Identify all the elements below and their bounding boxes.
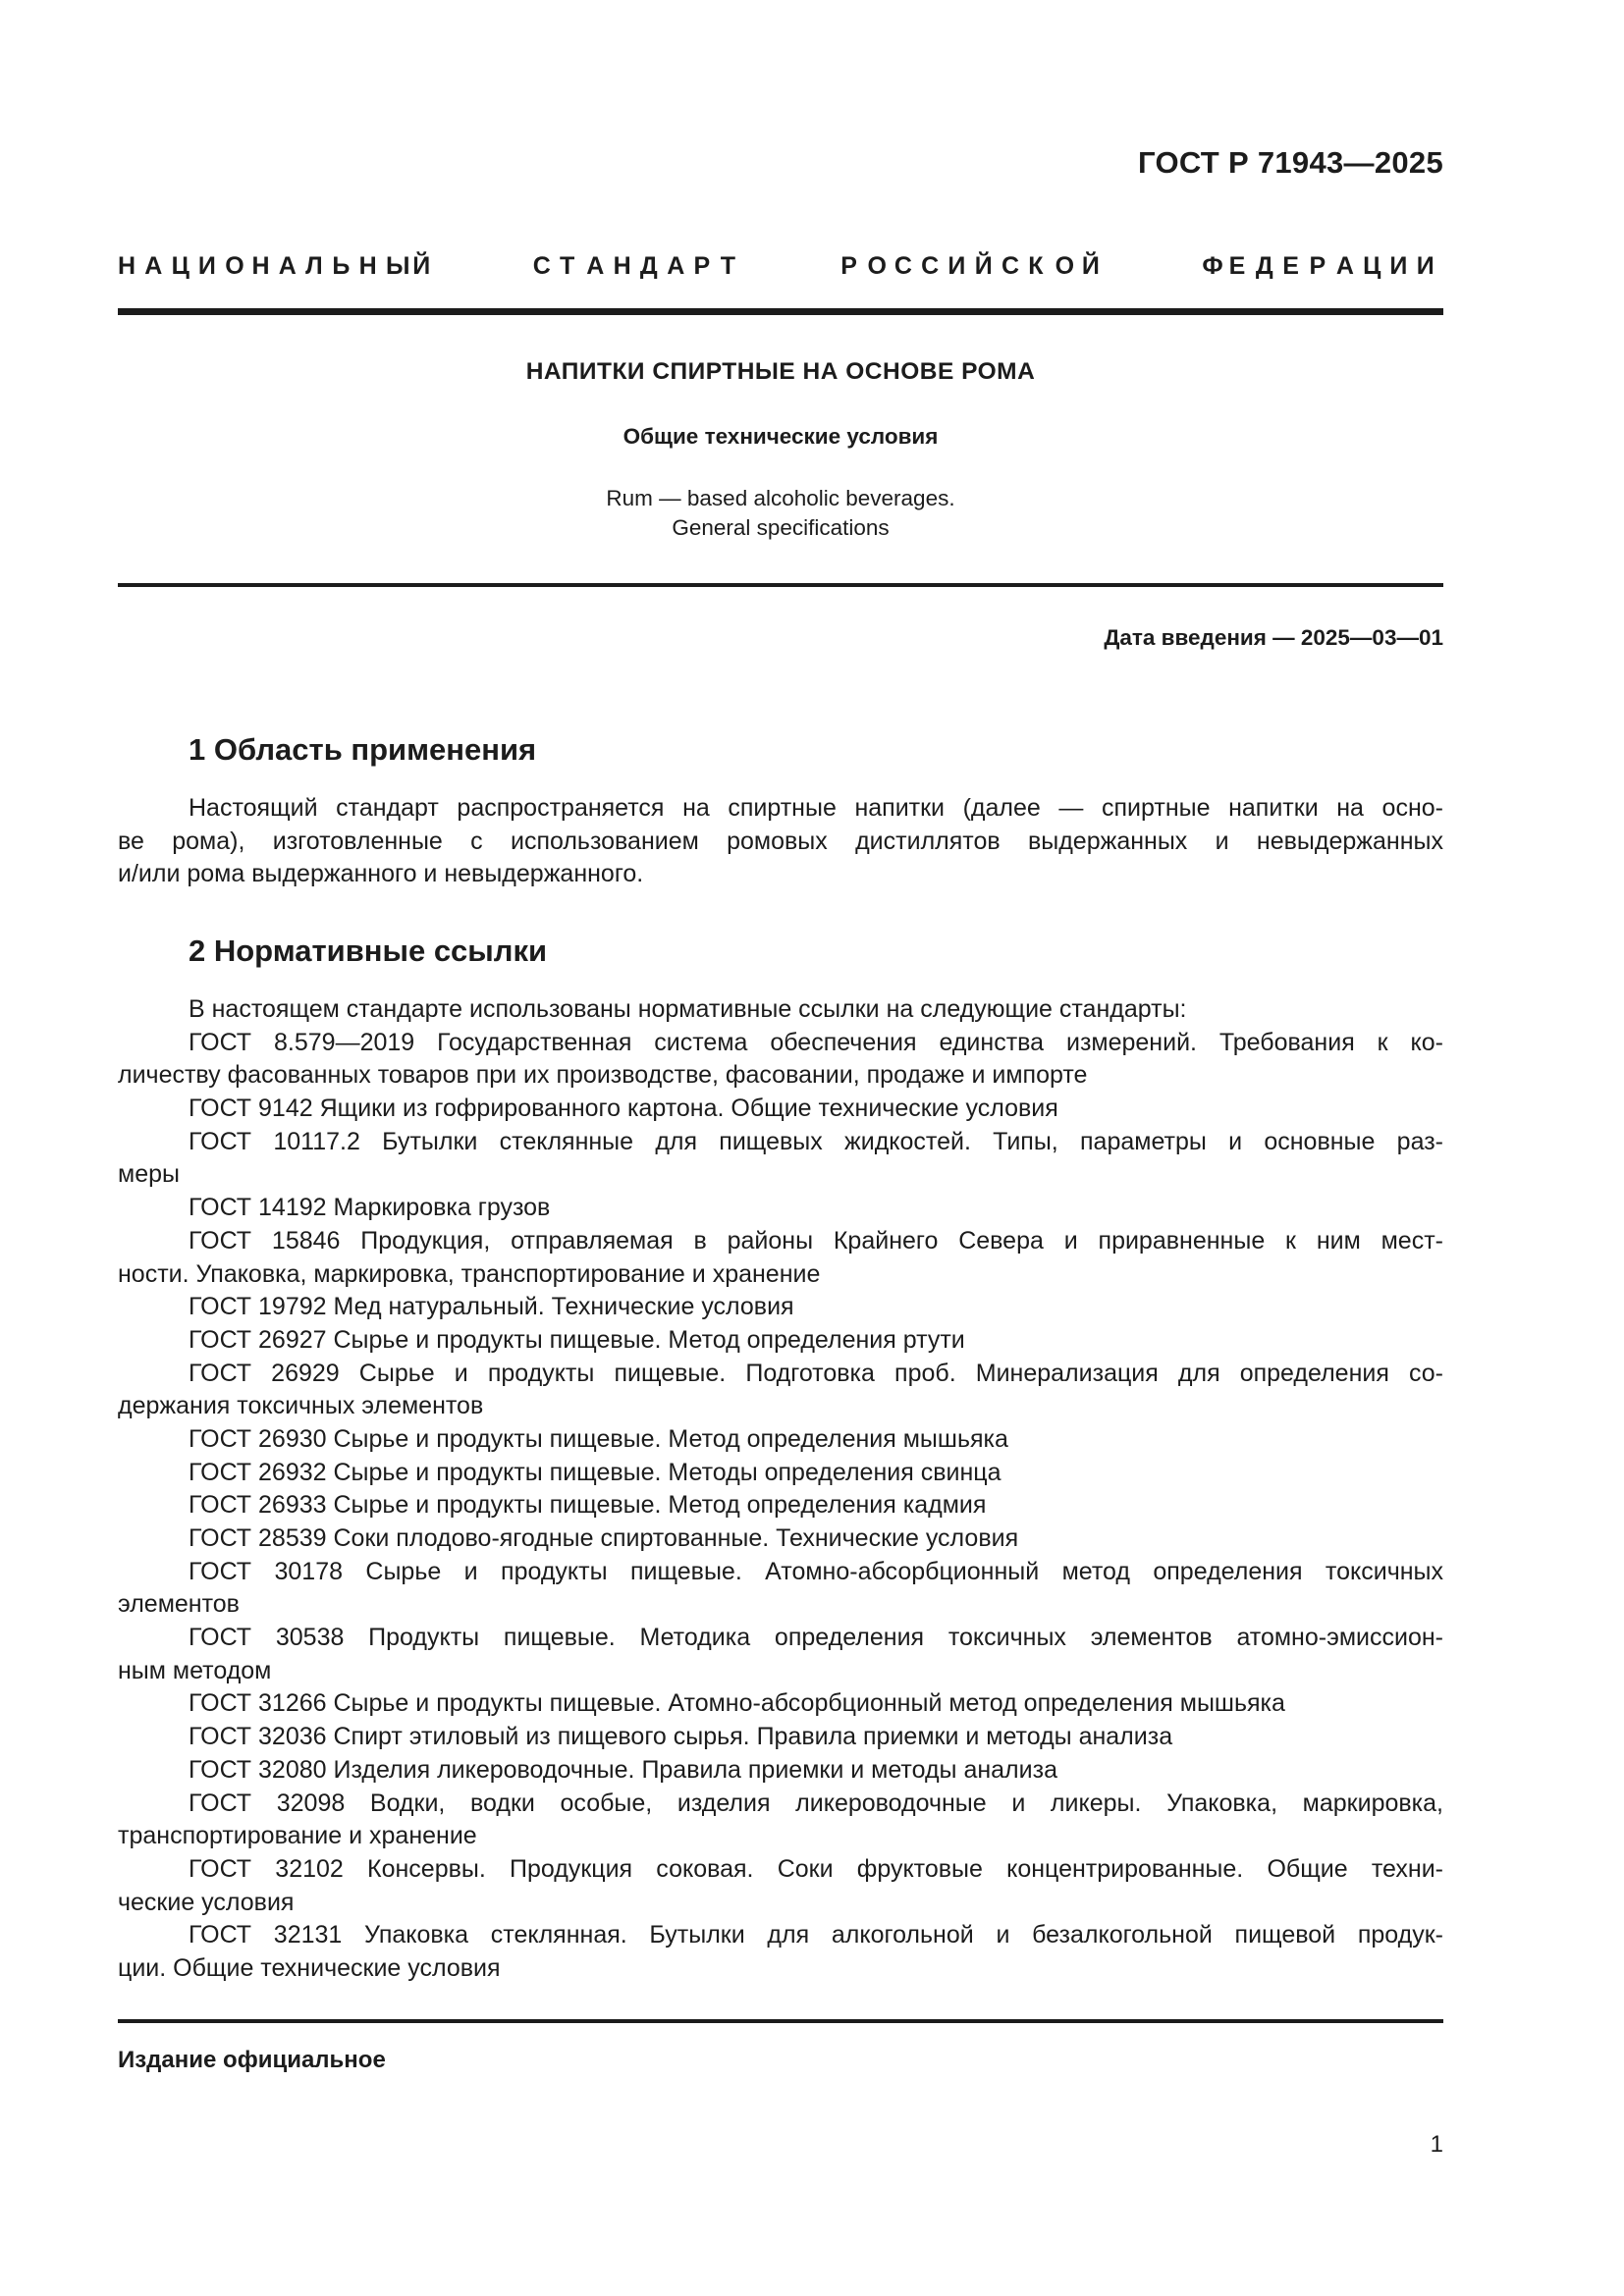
- reference-line: ГОСТ 32080 Изделия ликероводочные. Правила приемки и методы анализа: [189, 1755, 1057, 1784]
- reference-line: ГОСТ 31266 Сырье и продукты пищевые. Атомно-абсорбционный метод определения мышьяка: [189, 1689, 1285, 1718]
- reference-line: ГОСТ 32036 Спирт этиловый из пищевого сырья. Правила приемки и методы анализа: [189, 1723, 1173, 1751]
- reference-line: ГОСТ 26930 Сырье и продукты пищевые. Метод определения мышьяка: [189, 1424, 1008, 1453]
- standard-subtitle: Общие технические условия: [623, 424, 939, 449]
- reference-line: ГОСТ 9142 Ящики из гофрированного картона. Общие технические условия: [189, 1095, 1058, 1123]
- reference-line: ГОСТ 14192 Маркировка грузов: [189, 1194, 551, 1222]
- header-divider: [118, 308, 1443, 315]
- paragraph-line: В настоящем стандарте использованы нормативные ссылки на следующие стандарты:: [189, 995, 1187, 1023]
- reference-line: меры: [118, 1160, 180, 1189]
- reference-line: ГОСТ 26927 Сырье и продукты пищевые. Метод определения ртути: [189, 1325, 965, 1354]
- reference-line: ГОСТ 26932 Сырье и продукты пищевые. Методы определения свинца: [189, 1458, 1001, 1486]
- reference-line: ГОСТ 26933 Сырье и продукты пищевые. Метод определения кадмия: [189, 1491, 987, 1520]
- reference-line: ным методом: [118, 1656, 272, 1684]
- reference-line: ГОСТ 28539 Соки плодово-ягодные спиртованные. Технические условия: [189, 1524, 1019, 1552]
- english-title: [118, 484, 1443, 543]
- paragraph-line: и/или рома выдержанного и невыдержанного.: [118, 860, 644, 888]
- section-2-body: [118, 993, 1443, 1986]
- standard-title: НАПИТКИ СПИРТНЫЕ НА ОСНОВЕ РОМА: [525, 358, 1036, 385]
- document-number: ГОСТ Р 71943—2025: [1138, 145, 1443, 180]
- reference-line: личеству фасованных товаров при их производстве, фасовании, продаже и импорте: [118, 1061, 1088, 1090]
- reference-line: ГОСТ 8.579—2019 Государственная система обеспечения единства измерений. Требования к ко-: [189, 1028, 1443, 1056]
- reference-line: ГОСТ 32098 Водки, водки особые, изделия ликероводочные и ликеры. Упаковка, маркировка,: [189, 1789, 1443, 1817]
- national-title-word: С Т А Н Д А Р Т: [532, 252, 736, 280]
- document-page: [118, 0, 1443, 2296]
- national-title-word: Ф Е Д Е Р А Ц И И: [1202, 252, 1435, 280]
- reference-line: ГОСТ 15846 Продукция, отправляемая в районы Крайнего Севера и приравненные к ним мест-: [189, 1226, 1443, 1255]
- reference-line: ГОСТ 26929 Сырье и продукты пищевые. Подготовка проб. Минерализация для определения со-: [189, 1359, 1443, 1387]
- paragraph-line: Настоящий стандарт распространяется на спиртные напитки (далее — спиртные напитки на осно-: [189, 794, 1443, 822]
- reference-line: ГОСТ 32131 Упаковка стеклянная. Бутылки для алкогольной и безалкогольной пищевой продук-: [189, 1921, 1443, 1949]
- footer-divider: [118, 2019, 1443, 2023]
- title-divider: [118, 583, 1443, 587]
- reference-line: ГОСТ 30178 Сырье и продукты пищевые. Атомно-абсорбционный метод определения токсичных: [189, 1557, 1443, 1585]
- national-standard-title: [118, 252, 1443, 281]
- english-title-line-2: General specifications: [672, 515, 890, 540]
- reference-line: ГОСТ 19792 Мед натуральный. Технические условия: [189, 1293, 794, 1321]
- national-title-word: Р О С С И Й С К О Й: [840, 252, 1100, 280]
- reference-line: держания токсичных элементов: [118, 1392, 484, 1420]
- section-2-heading: 2 Нормативные ссылки: [189, 934, 548, 968]
- reference-line: элементов: [118, 1590, 240, 1619]
- reference-line: ности. Упаковка, маркировка, транспортирование и хранение: [118, 1259, 821, 1288]
- page-number: 1: [1430, 2131, 1443, 2158]
- reference-line: ГОСТ 10117.2 Бутылки стеклянные для пищевых жидкостей. Типы, параметры и основные раз-: [189, 1127, 1443, 1155]
- reference-line: ГОСТ 30538 Продукты пищевые. Методика определения токсичных элементов атомно-эмиссион-: [189, 1624, 1443, 1652]
- english-title-line-1: Rum — based alcoholic beverages.: [606, 486, 955, 510]
- reference-line: ческие условия: [118, 1888, 295, 1916]
- national-title-word: Н А Ц И О Н А Л Ь Н Ы Й: [118, 252, 431, 280]
- official-edition-label: Издание официальное: [118, 2047, 386, 2073]
- introduction-date: Дата введения — 2025—03—01: [1104, 625, 1443, 650]
- reference-line: ГОСТ 32102 Консервы. Продукция соковая. Соки фруктовые концентрированные. Общие техни-: [189, 1854, 1443, 1883]
- reference-line: транспортирование и хранение: [118, 1822, 477, 1850]
- paragraph-line: ве рома), изготовленные с использованием ромовых дистиллятов выдержанных и невыдержанных: [118, 827, 1443, 855]
- reference-line: ции. Общие технические условия: [118, 1953, 501, 1982]
- section-1-heading: 1 Область применения: [189, 732, 537, 767]
- section-1-body: [118, 792, 1443, 891]
